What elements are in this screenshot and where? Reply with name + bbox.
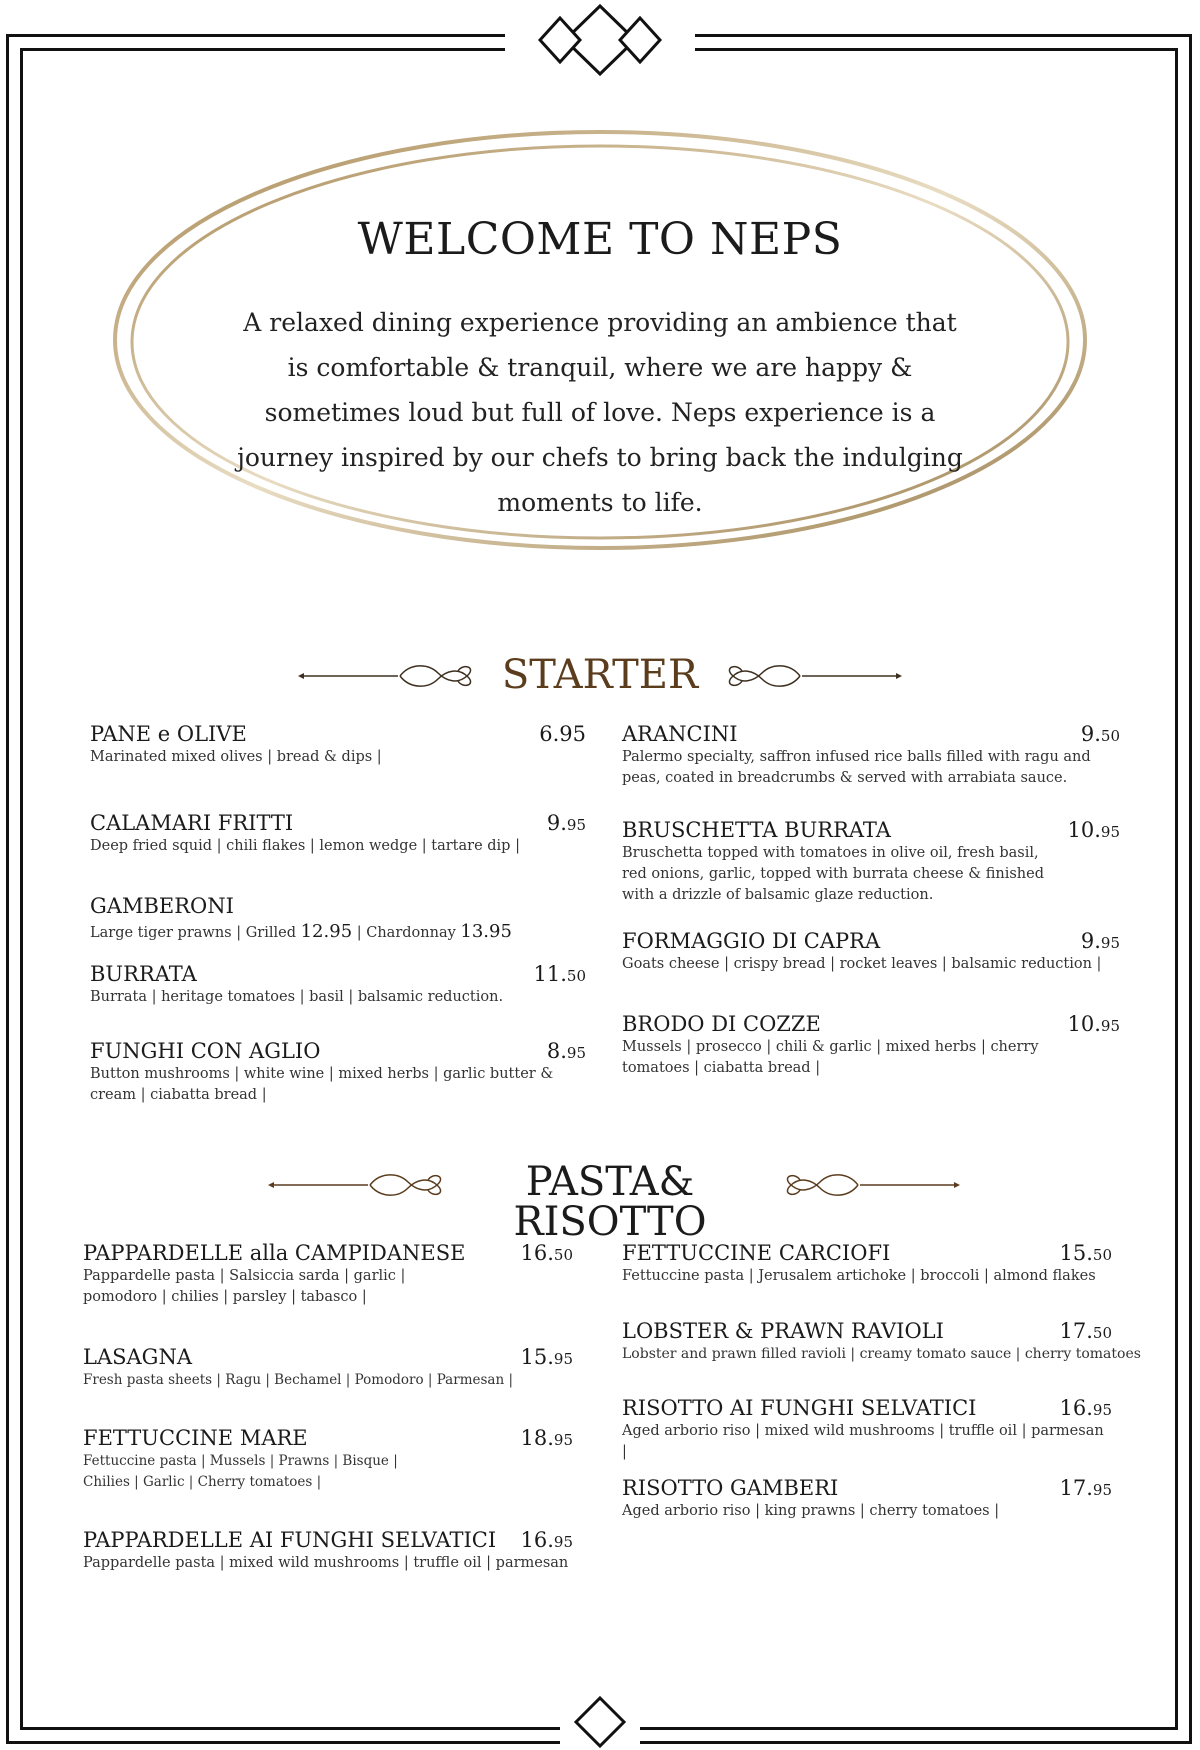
item-description: Bruschetta topped with tomatoes in olive oil, fresh basil, red onions, garlic, topped with burrata cheese & finished with a drizzle of balsamic glaze reduction. xyxy=(622,845,1044,903)
price-cents: 95 xyxy=(566,816,586,834)
item-price xyxy=(1081,721,1120,749)
item-name: BURRATA xyxy=(90,962,197,986)
price-main: 17. xyxy=(1059,1476,1093,1500)
price-cents: 50 xyxy=(553,1246,573,1264)
starter-heading: STARTER xyxy=(501,652,699,698)
item-name: CALAMARI FRITTI xyxy=(90,811,294,835)
top-diamond-ornament xyxy=(505,0,695,80)
menu-item xyxy=(90,961,586,1008)
item-description: Aged arborio riso | king prawns | cherry tomatoes | xyxy=(622,1503,1000,1519)
item-price xyxy=(1068,1011,1121,1039)
item-description: Fettuccine pasta | Mussels | Prawns | Bisque | Chilies | Garlic | Cherry tomatoes | xyxy=(83,1453,398,1490)
item-price xyxy=(1060,1318,1113,1346)
item-description: Pappardelle pasta | mixed wild mushrooms | truffle oil | parmesan xyxy=(83,1555,569,1571)
item-description: Lobster and prawn filled ravioli | creamy tomato sauce | cherry tomatoes xyxy=(622,1346,1141,1362)
price-cents: 95 xyxy=(1092,1401,1112,1419)
item-description: Palermo specialty, saffron infused rice balls filled with ragu and peas, coated in breadcrumbs & served with arrabiata sauce. xyxy=(622,749,1091,786)
item-description: Goats cheese | crispy bread | rocket leaves | balsamic reduction | xyxy=(622,956,1102,972)
item-name: PANE e OLIVE xyxy=(90,722,247,746)
menu-item xyxy=(83,1344,573,1391)
desc-part: | Chardonnay xyxy=(352,925,461,941)
item-name: GAMBERONI xyxy=(90,894,234,918)
item-name: LASAGNA xyxy=(83,1345,192,1369)
menu-item xyxy=(622,1395,1112,1463)
price-cents: 50 xyxy=(1100,727,1120,745)
menu-item xyxy=(90,721,586,768)
item-price xyxy=(534,961,587,989)
item-description: Burrata | heritage tomatoes | basil | balsamic reduction. xyxy=(90,989,504,1005)
menu-item xyxy=(622,928,1120,975)
item-description: Aged arborio riso | mixed wild mushrooms | truffle oil | parmesan | xyxy=(622,1423,1104,1460)
item-name: LOBSTER & PRAWN RAVIOLI xyxy=(622,1319,944,1343)
menu-item xyxy=(90,893,586,944)
item-description xyxy=(90,921,586,944)
price-cents: 95 xyxy=(553,1431,573,1449)
item-name: BRUSCHETTA BURRATA xyxy=(622,818,891,842)
item-price xyxy=(1060,1240,1113,1268)
item-description: Button mushrooms | white wine | mixed herbs | garlic butter & cream | ciabatta bread | xyxy=(90,1066,554,1103)
menu-item xyxy=(90,1038,586,1106)
item-price xyxy=(521,1344,574,1372)
item-price xyxy=(521,1527,574,1555)
item-description: Mussels | prosecco | chili & garlic | mixed herbs | cherry tomatoes | ciabatta bread | xyxy=(622,1039,1039,1076)
menu-item xyxy=(90,810,586,857)
welcome-description: A relaxed dining experience providing an ambience that is comfortable & tranquil, where we are happy & sometimes loud but full of love. Neps experience is a journey inspired by our chefs to bring back the indulging moments to life. xyxy=(237,308,963,517)
desc-part: Large tiger prawns | Grilled xyxy=(90,925,301,941)
item-price xyxy=(547,1038,586,1066)
bottom-diamond-ornament xyxy=(560,1690,640,1750)
menu-item xyxy=(622,1318,1141,1365)
item-name: BRODO DI COZZE xyxy=(622,1012,821,1036)
price-main: 10. xyxy=(1067,1012,1101,1036)
item-description: Marinated mixed olives | bread & dips | xyxy=(90,749,382,765)
menu-item xyxy=(622,1011,1120,1079)
price-main: 16. xyxy=(520,1241,554,1265)
price-cents: 50 xyxy=(1092,1246,1112,1264)
welcome-title: WELCOME TO NEPS xyxy=(357,214,843,265)
price-cents: 95 xyxy=(566,1044,586,1062)
item-name: FETTUCCINE MARE xyxy=(83,1426,308,1450)
item-price xyxy=(1060,1395,1113,1423)
item-price xyxy=(1060,1475,1113,1503)
item-name: RISOTTO AI FUNGHI SELVATICI xyxy=(622,1396,977,1420)
price-main: 9. xyxy=(546,811,567,835)
item-price xyxy=(547,810,586,838)
price-main: 11. xyxy=(533,962,567,986)
item-name: FORMAGGIO DI CAPRA xyxy=(622,929,881,953)
price-main: 17. xyxy=(1059,1319,1093,1343)
price-main: 18. xyxy=(520,1426,554,1450)
item-description: Deep fried squid | chili flakes | lemon wedge | tartare dip | xyxy=(90,838,520,854)
item-name: ARANCINI xyxy=(622,722,738,746)
menu-item xyxy=(83,1240,573,1308)
menu-item xyxy=(83,1425,573,1493)
price-cents: 50 xyxy=(566,967,586,985)
inline-price-chardonnay: 13.95 xyxy=(460,921,512,942)
menu-item xyxy=(622,1240,1112,1287)
item-name: PAPPARDELLE AI FUNGHI SELVATICI xyxy=(83,1528,497,1552)
item-name: FETTUCCINE CARCIOFI xyxy=(622,1241,891,1265)
item-description: Pappardelle pasta | Salsiccia sarda | garlic | pomodoro | chilies | parsley | tabasco | xyxy=(83,1268,406,1305)
item-price xyxy=(521,1425,574,1453)
price-cents: 95 xyxy=(1092,1481,1112,1499)
item-price: 6.95 xyxy=(539,722,586,746)
item-description: Fettuccine pasta | Jerusalem artichoke | broccoli | almond flakes xyxy=(622,1268,1096,1284)
item-price xyxy=(521,1240,574,1268)
pasta-risotto-heading: PASTA& RISOTTO xyxy=(513,1159,707,1245)
price-main: 8. xyxy=(546,1039,567,1063)
pasta-right-flourish xyxy=(770,1170,960,1200)
price-main: 9. xyxy=(1080,722,1101,746)
price-cents: 95 xyxy=(1100,823,1120,841)
menu-item xyxy=(622,1475,1112,1522)
price-main: 10. xyxy=(1067,818,1101,842)
item-price xyxy=(1068,817,1121,845)
item-name: RISOTTO GAMBERI xyxy=(622,1476,839,1500)
price-cents: 50 xyxy=(1092,1324,1112,1342)
price-cents: 95 xyxy=(553,1350,573,1368)
starter-right-flourish xyxy=(712,661,902,691)
price-cents: 95 xyxy=(1100,934,1120,952)
item-price xyxy=(1081,928,1120,956)
price-main: 9. xyxy=(1080,929,1101,953)
item-name: PAPPARDELLE alla CAMPIDANESE xyxy=(83,1241,466,1265)
menu-item xyxy=(83,1527,573,1574)
item-name: FUNGHI CON AGLIO xyxy=(90,1039,321,1063)
price-cents: 95 xyxy=(1100,1017,1120,1035)
price-main: 15. xyxy=(520,1345,554,1369)
price-cents: 95 xyxy=(553,1533,573,1551)
item-description: Fresh pasta sheets | Ragu | Bechamel | Pomodoro | Parmesan | xyxy=(83,1372,513,1388)
price-main: 16. xyxy=(520,1528,554,1552)
menu-item xyxy=(622,721,1120,789)
menu-item xyxy=(622,817,1120,906)
pasta-left-flourish xyxy=(268,1170,458,1200)
price-main: 16. xyxy=(1059,1396,1093,1420)
price-main: 15. xyxy=(1059,1241,1093,1265)
inline-price-grilled: 12.95 xyxy=(300,921,353,942)
